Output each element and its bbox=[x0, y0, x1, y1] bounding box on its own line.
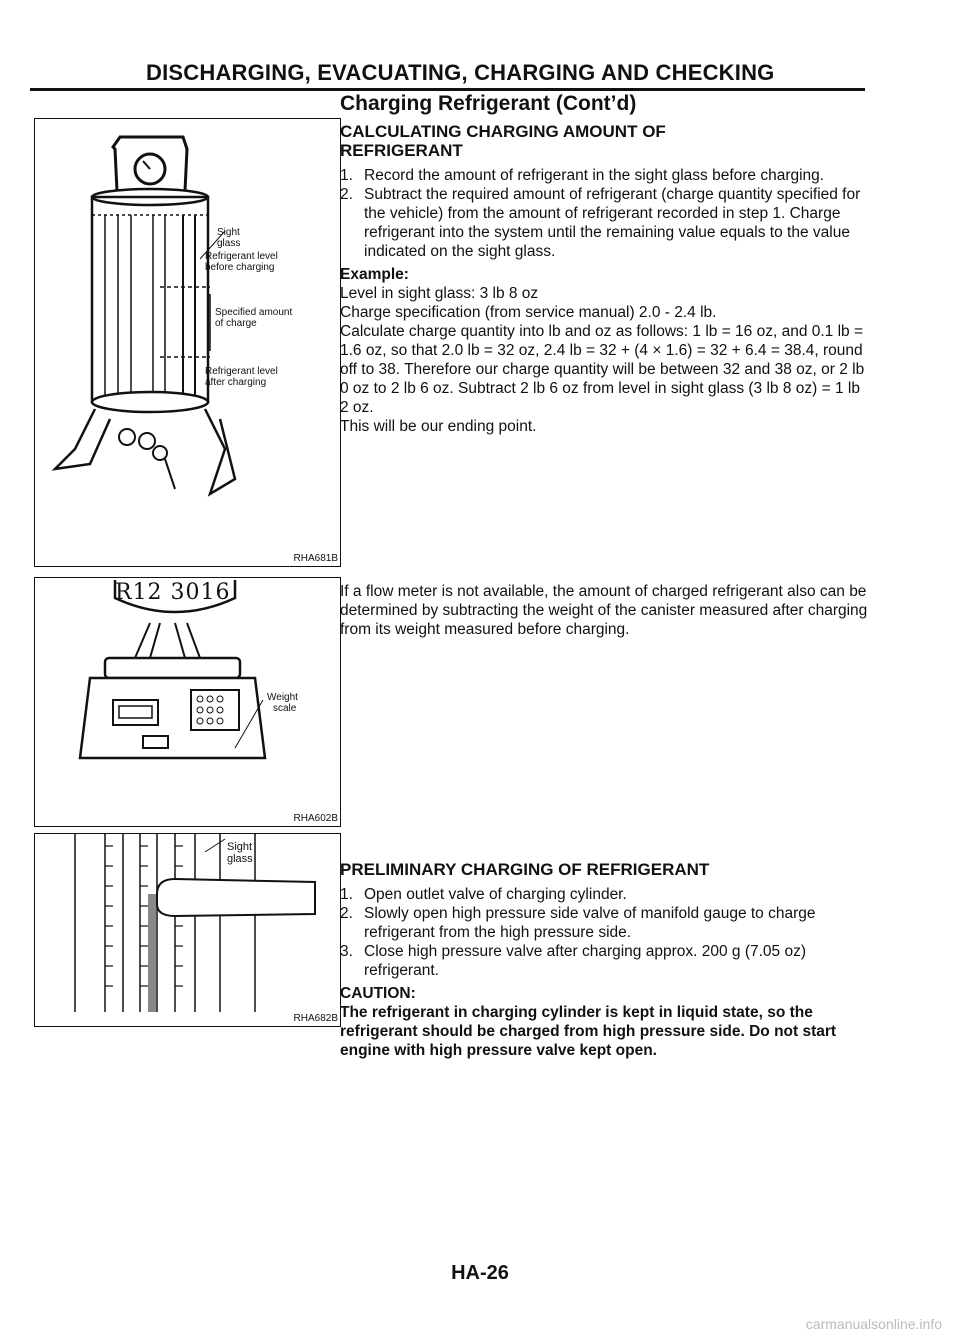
list-item: 1. Record the amount of refrigerant in the sight glass before charging. bbox=[340, 167, 825, 184]
example-line: Level in sight glass: 3 lb 8 oz bbox=[340, 285, 539, 302]
header-title: DISCHARGING, EVACUATING, CHARGING AND CHECKING bbox=[146, 60, 775, 85]
figure-weight-scale bbox=[34, 577, 341, 827]
calc-heading-1: CALCULATING CHARGING AMOUNT OF bbox=[340, 122, 666, 141]
list-item: 1. Open outlet valve of charging cylinder. bbox=[340, 886, 627, 903]
prelim-section bbox=[340, 860, 870, 1060]
tank-label: R12 3016 bbox=[115, 580, 231, 605]
calc-section bbox=[340, 122, 870, 436]
label-sight: Sight bbox=[227, 841, 253, 853]
caution-label: CAUTION: bbox=[340, 985, 416, 1002]
sight-glass-illustration bbox=[35, 834, 340, 1026]
header-rule bbox=[30, 88, 865, 91]
charging-cylinder-illustration bbox=[35, 119, 340, 566]
list-item: 2. Subtract the required amount of refrigerant (charge quantity specified for the vehicle) from the amount of refrigerant recorded in step 1. Charge refrigerant into the system until the remaining value equals to the value indicated on the sight glass. bbox=[340, 186, 861, 260]
figure-code: RHA682B bbox=[293, 1013, 338, 1024]
caution-text: The refrigerant in charging cylinder is kept in liquid state, so the refrigerant should be charged from high pressure side. Do not start engine with high pressure valve kept open. bbox=[340, 1004, 837, 1059]
watermark: carmanualsonline.info bbox=[805, 1316, 942, 1332]
label-after-2: after charging bbox=[205, 377, 267, 388]
figure-code: RHA681B bbox=[293, 553, 338, 564]
prelim-heading: PRELIMINARY CHARGING OF REFRIGERANT bbox=[340, 860, 710, 879]
figure-code: RHA602B bbox=[293, 813, 338, 824]
label-sight: Sight bbox=[217, 227, 240, 238]
label-glass: glass bbox=[227, 853, 253, 865]
calc-steps bbox=[340, 166, 870, 261]
flowmeter-text: If a flow meter is not available, the amount of charged refrigerant also can be determined by subtracting the weight of the canister measured after charging from its weight measured before charging. bbox=[340, 583, 868, 638]
example-line: Calculate charge quantity into lb and oz as follows: 1 lb = 16 oz, and 0.1 lb = 1.6 oz, so that 2.0 lb = 32 oz, 2.4 lb = 32 + (4 × 1.6) = 32 + 6.4 = 38.4, round off to 38. Therefore our charge quantity will be between 32 and 38 oz, or 2 lb 0 oz to 2 lb 6 oz. Subtract 2 lb 6 oz from level in sight glass (3 lb 8 oz) = 1 lb 2 oz. bbox=[340, 323, 865, 416]
flowmeter-section bbox=[340, 582, 870, 639]
label-before-1: Refrigerant level bbox=[205, 251, 278, 262]
calc-heading-2: REFRIGERANT bbox=[340, 141, 463, 160]
figure-charging-cylinder bbox=[34, 118, 341, 567]
list-item: 2. Slowly open high pressure side valve of manifold gauge to charge refrigerant from the high pressure side. bbox=[340, 905, 816, 941]
list-item: 3. Close high pressure valve after charging approx. 200 g (7.05 oz) refrigerant. bbox=[340, 943, 806, 979]
example-line: This will be our ending point. bbox=[340, 418, 537, 435]
label-weight: Weight bbox=[267, 692, 298, 703]
figure-sight-glass bbox=[34, 833, 341, 1027]
label-spec-2: of charge bbox=[215, 318, 257, 329]
prelim-steps bbox=[340, 885, 870, 980]
example-label: Example: bbox=[340, 266, 409, 283]
label-after-1: Refrigerant level bbox=[205, 366, 278, 377]
label-spec-1: Specified amount bbox=[215, 307, 293, 318]
example-line: Charge specification (from service manual) 2.0 - 2.4 lb. bbox=[340, 304, 717, 321]
section-title: Charging Refrigerant (Cont’d) bbox=[340, 92, 637, 115]
page-number: HA-26 bbox=[451, 1262, 509, 1284]
label-glass: glass bbox=[217, 238, 241, 249]
label-scale: scale bbox=[273, 703, 297, 714]
label-before-2: before charging bbox=[205, 262, 275, 273]
